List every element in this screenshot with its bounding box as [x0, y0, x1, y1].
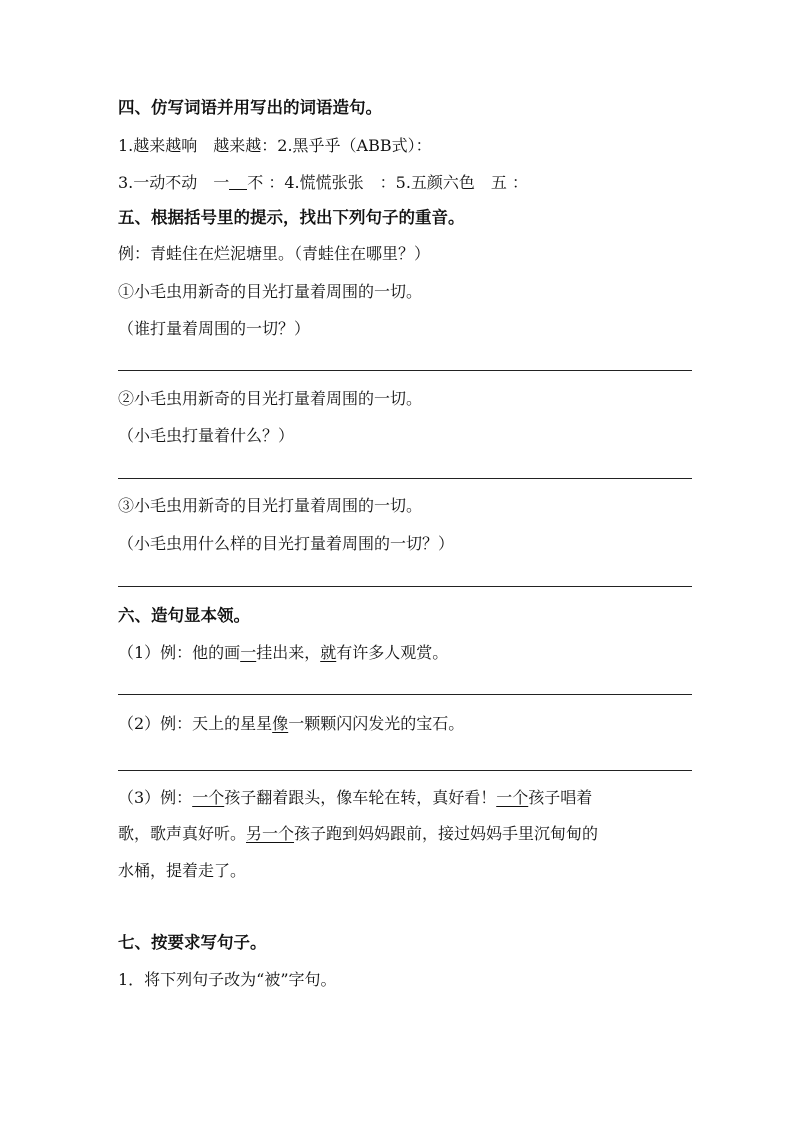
ex3-text-b: 孩子翻着跟头，像车轮在转，真好看！: [224, 788, 497, 807]
section-4-heading: 四、仿写词语并用写出的词语造句。: [118, 98, 382, 117]
section-7-heading: 七、按要求写句子。: [118, 933, 267, 952]
ex3-text-e: 孩子跑到妈妈跟前，接过妈妈手里沉甸甸的: [294, 824, 599, 843]
question-1-hint: （谁打量着周围的一切？）: [118, 319, 311, 338]
line-2-part-b: 不 ：4.慌慌张张 ：5.五颜六色 五 ：: [247, 173, 528, 192]
answer-line-5[interactable]: [118, 770, 692, 771]
section-5-heading: 五、根据括号里的提示，找出下列句子的重音。: [118, 208, 465, 227]
sentence-example-3-line-2: [118, 822, 598, 846]
ex3-underlined-2: 一个: [496, 788, 529, 807]
ex2-underlined-1: 像: [272, 714, 289, 733]
ex1-text-a: （1）例：他的画: [118, 643, 241, 662]
sentence-example-3-line-3: 水桶，提着走了。: [118, 861, 247, 880]
ex3-text-d: 歌，歌声真好听。: [118, 824, 247, 843]
ex1-text-b: 挂出来，: [256, 643, 321, 662]
question-2-hint: （小毛虫打量着什么？）: [118, 426, 295, 445]
ex2-text-a: （2）例：天上的星星: [118, 714, 273, 733]
ex3-text-c: 孩子唱着: [528, 788, 593, 807]
answer-line-2[interactable]: [118, 478, 692, 479]
fill-blank[interactable]: [229, 173, 247, 190]
ex3-underlined-1: 一个: [192, 788, 225, 807]
ex1-underlined-1: 一: [240, 643, 257, 662]
question-1: ①小毛虫用新奇的目光打量着周围的一切。: [118, 282, 423, 301]
answer-line-3[interactable]: [118, 586, 692, 587]
sentence-example-2: [118, 712, 464, 736]
ex2-text-b: 一颗颗闪闪发光的宝石。: [288, 714, 465, 733]
section-4-line-1: 1.越来越响 越来越：2.黑乎乎（ABB式）：: [118, 136, 432, 155]
section-4-line-2: [118, 171, 528, 195]
ex1-text-c: 有许多人观赏。: [336, 643, 449, 662]
ex1-underlined-2: 就: [320, 643, 337, 662]
question-3-hint: （小毛虫用什么样的目光打量着周围的一切？）: [118, 534, 455, 553]
section-7-item-1: 1．将下列句子改为“被”字句。: [118, 970, 337, 989]
question-3: ③小毛虫用新奇的目光打量着周围的一切。: [118, 496, 423, 515]
sentence-example-3-line-1: [118, 786, 592, 810]
section-6-heading: 六、造句显本领。: [118, 606, 250, 625]
question-2: ②小毛虫用新奇的目光打量着周围的一切。: [118, 389, 423, 408]
section-5-example: 例：青蛙住在烂泥塘里。（青蛙住在哪里？）: [118, 244, 431, 263]
line-2-part-a: 3.一动不动 一: [118, 173, 230, 192]
answer-line-4[interactable]: [118, 694, 692, 695]
sentence-example-1: [118, 641, 448, 665]
answer-line-1[interactable]: [118, 370, 692, 371]
ex3-underlined-3: 另一个: [246, 824, 295, 843]
ex3-text-a: （3）例：: [118, 788, 193, 807]
